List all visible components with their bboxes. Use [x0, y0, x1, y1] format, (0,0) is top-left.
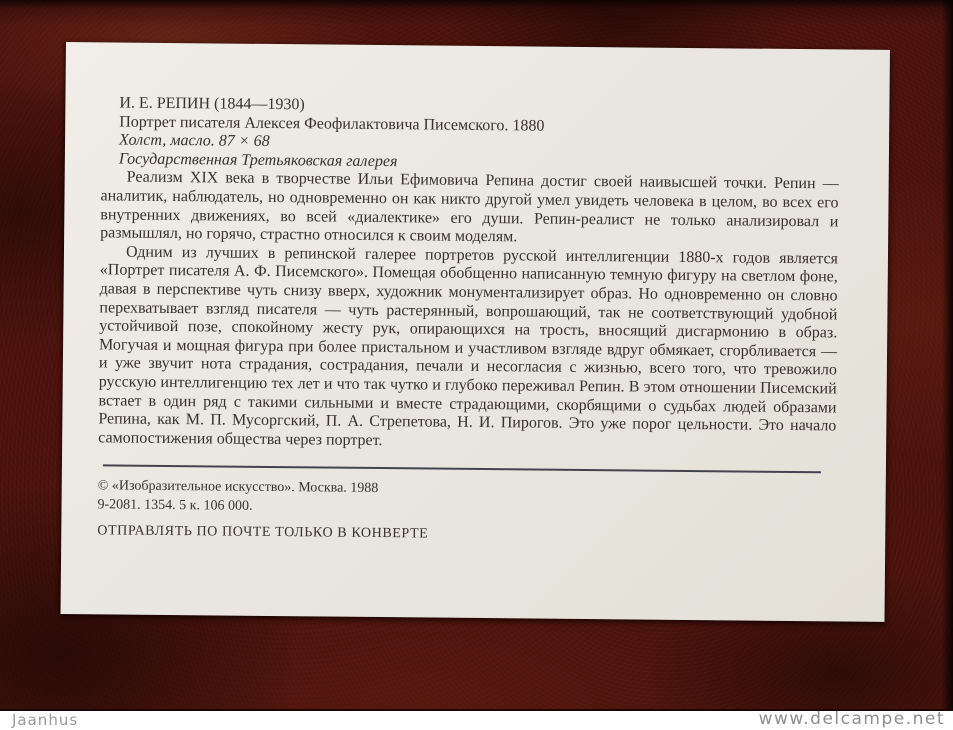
artist-name-line: И. Е. РЕПИН (1844—1930) — [119, 94, 305, 114]
mail-notice-line: ОТПРАВЛЯТЬ ПО ПОЧТЕ ТОЛЬКО В КОНВЕРТЕ — [97, 523, 429, 542]
watermark-site-url: www.delcampe.net — [758, 709, 945, 729]
copyright-line: © «Изобразительное искусство». Москва. 1988 — [97, 478, 379, 497]
divider-line — [103, 465, 821, 474]
postcard-back — [61, 42, 890, 622]
colophon — [97, 477, 836, 548]
museum-name-line: Государственная Третьяковская галерея — [118, 150, 398, 170]
essay-paragraph-1: Реализм XIX века в творчестве Ильи Ефимовича Репина достиг своей наивысшей точки. Репин — аналитик, наблюдатель, но одновременно он как никто другой умел увидеть человека в целом, во всех его внутренних движениях, во всей «диалектике» его души. Репин-реалист не только анализировал и размышлял, но горячо, страстно относился к своим моделям. — [100, 168, 839, 246]
watermark-strip — [0, 711, 953, 730]
essay-paragraph-2: Одним из лучших в репинской галерее портретов русской интеллигенции 1880-х годов является «Портрет писателя А. Ф. Писемского». Помещая обобщенно написанную темную фигуру на светлом фоне, давая в перспективе чуть снизу вверх, художник монументализирует образ. Но одновременно он словно перехватывает взгляд писателя — чуть растерянный, вопрошающий, так не соответствующий удобной устойчивой позе, спокойному жесту рук, опирающихся на трость, вносящий дисгармонию в образ. Могучая и мощная фигура при более пристальном и участливом взгляде вдруг обмякает, сгорбливается — и уже звучит нота страдания, сострадания, печали и несогласия с жизнью, всего того, что тревожило русскую интеллигенцию тех лет и что так чутко и глубоко переживал Репин. В этом отношении Писемский встает в один ряд с такими сильными и вместе страдающими, скорбящими о судьбах людей образами Репина, как М. П. Мусоргский, П. А. Стрепетова, Н. И. Пирогов. Это уже порог цельности. Это начало самопостижения общества через портрет. — [98, 243, 839, 449]
postcard-header — [119, 95, 840, 176]
artwork-title-line: Портрет писателя Алексея Феофилактовича Писемского. 1880 — [119, 113, 545, 135]
watermark-seller: Jaanhus — [12, 711, 79, 729]
print-code-line: 9-2081. 1354. 5 к. 106 000. — [97, 497, 253, 515]
artwork-medium-line: Холст, масло. 87 × 68 — [118, 131, 270, 151]
